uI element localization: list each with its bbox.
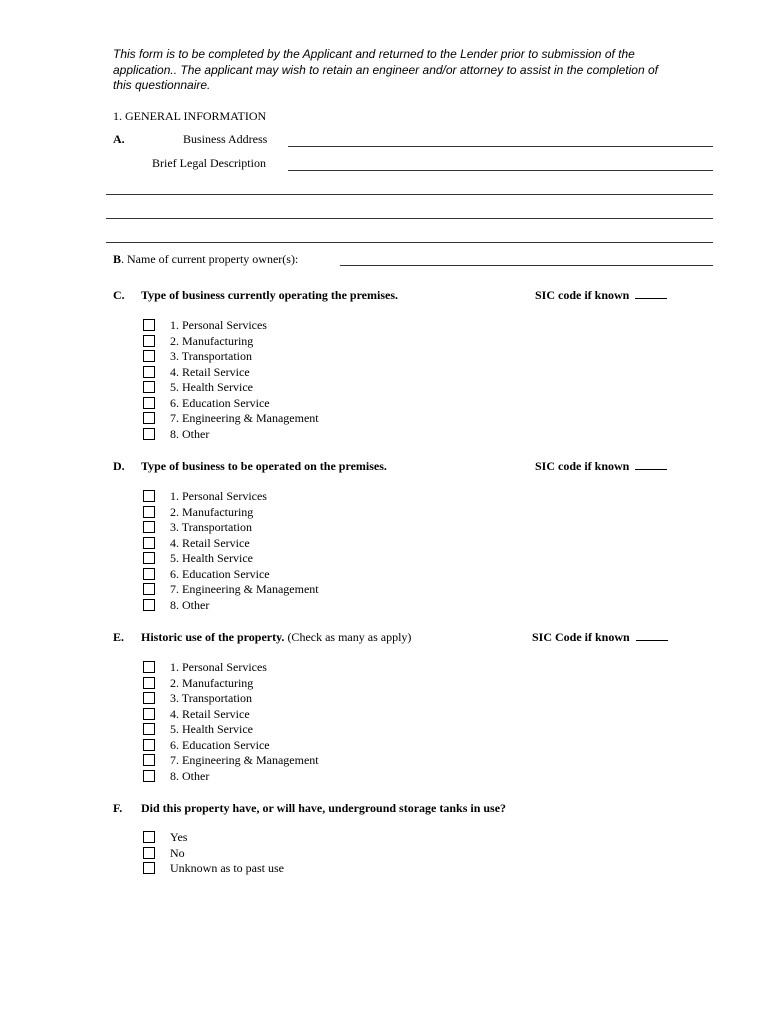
option-checkbox[interactable] — [143, 350, 155, 362]
option-checkbox[interactable] — [143, 552, 155, 564]
option-label: Yes — [170, 830, 188, 844]
item-letter-f: F. — [113, 801, 123, 815]
option-label: 1. Personal Services — [170, 660, 267, 674]
option-checkbox[interactable] — [143, 677, 155, 689]
business-address-label: Business Address — [183, 132, 268, 146]
section-heading: 1. GENERAL INFORMATION — [113, 109, 267, 123]
option-label: 6. Education Service — [170, 737, 270, 752]
option-checkbox[interactable] — [143, 692, 155, 704]
question-e — [141, 630, 411, 644]
sic-label-c: SIC code if known — [535, 288, 630, 302]
option-label: 6. Education Service — [170, 566, 270, 581]
sic-code-c — [535, 288, 667, 302]
item-letter-b: B — [113, 252, 122, 266]
option-label: 8. Other — [170, 426, 210, 441]
option-label: 4. Retail Service — [170, 535, 250, 550]
option-checkbox[interactable] — [143, 847, 155, 859]
option-checkbox[interactable] — [143, 583, 155, 595]
option-checkbox[interactable] — [143, 319, 155, 331]
option-checkbox[interactable] — [143, 506, 155, 518]
question-d: Type of business to be operated on the premises. — [141, 459, 387, 473]
owner-field[interactable] — [340, 265, 713, 266]
option-checkbox[interactable] — [143, 537, 155, 549]
sic-code-e — [532, 630, 668, 644]
option-label: 1. Personal Services — [170, 489, 267, 503]
option-checkbox[interactable] — [143, 723, 155, 735]
option-checkbox[interactable] — [143, 366, 155, 378]
option-label: 8. Other — [170, 597, 210, 612]
option-checkbox[interactable] — [143, 428, 155, 440]
option-label: 7. Engineering & Management — [170, 753, 319, 767]
option-label: 6. Education Service — [170, 395, 270, 410]
option-label: 2. Manufacturing — [170, 333, 254, 348]
sic-code-d — [535, 459, 667, 473]
question-e-text: Historic use of the property. — [141, 630, 285, 644]
intro-text: This form is to be completed by the Applicant and returned to the Lender prior to submission of the application.. The applicant may wish to retain an engineer and/or attorney to assist in the completion of this questionnaire. — [113, 47, 658, 92]
legal-description-line-2[interactable] — [106, 194, 713, 195]
option-label: 8. Other — [170, 768, 210, 783]
sic-label-d: SIC code if known — [535, 459, 630, 473]
option-label: 5. Health Service — [170, 380, 253, 394]
option-checkbox[interactable] — [143, 754, 155, 766]
owner-label-text: . Name of current property owner(s): — [121, 252, 299, 266]
option-checkbox[interactable] — [143, 599, 155, 611]
legal-description-line-4[interactable] — [106, 242, 713, 243]
option-label: 5. Health Service — [170, 722, 253, 736]
option-checkbox[interactable] — [143, 708, 155, 720]
business-address-field[interactable] — [288, 146, 713, 147]
item-letter-a: A. — [113, 132, 125, 146]
legal-description-line-3[interactable] — [106, 218, 713, 219]
question-f: Did this property have, or will have, underground storage tanks in use? — [141, 801, 507, 815]
question-e-note: (Check as many as apply) — [284, 630, 412, 644]
sic-field-e[interactable] — [636, 630, 668, 641]
option-checkbox[interactable] — [143, 381, 155, 393]
item-letter-c: C. — [113, 288, 125, 302]
option-label: 7. Engineering & Management — [170, 582, 319, 596]
option-label: 7. Engineering & Management — [170, 411, 319, 425]
option-checkbox[interactable] — [143, 661, 155, 673]
option-label: 4. Retail Service — [170, 364, 250, 379]
option-label: 3. Transportation — [170, 520, 253, 534]
item-letter-e: E. — [113, 630, 125, 644]
option-checkbox[interactable] — [143, 397, 155, 409]
option-checkbox[interactable] — [143, 739, 155, 751]
item-letter-d: D. — [113, 459, 125, 473]
option-checkbox[interactable] — [143, 862, 155, 874]
option-label: 2. Manufacturing — [170, 504, 254, 519]
owner-label — [113, 252, 298, 266]
option-label: 5. Health Service — [170, 551, 253, 565]
option-checkbox[interactable] — [143, 831, 155, 843]
option-label: 4. Retail Service — [170, 706, 250, 721]
option-checkbox[interactable] — [143, 490, 155, 502]
option-label: 2. Manufacturing — [170, 675, 254, 690]
legal-description-label: Brief Legal Description — [152, 156, 266, 170]
option-label: 1. Personal Services — [170, 318, 267, 332]
option-checkbox[interactable] — [143, 335, 155, 347]
sic-field-d[interactable] — [635, 459, 667, 470]
option-label: Unknown as to past use — [170, 861, 284, 875]
option-checkbox[interactable] — [143, 770, 155, 782]
legal-description-field[interactable] — [288, 170, 713, 171]
question-c: Type of business currently operating the premises. — [141, 288, 398, 302]
option-label: No — [170, 845, 185, 860]
sic-field-c[interactable] — [635, 288, 667, 299]
option-checkbox[interactable] — [143, 568, 155, 580]
option-checkbox[interactable] — [143, 412, 155, 424]
option-checkbox[interactable] — [143, 521, 155, 533]
option-label: 3. Transportation — [170, 349, 253, 363]
option-label: 3. Transportation — [170, 691, 253, 705]
sic-label-e: SIC Code if known — [532, 630, 630, 644]
